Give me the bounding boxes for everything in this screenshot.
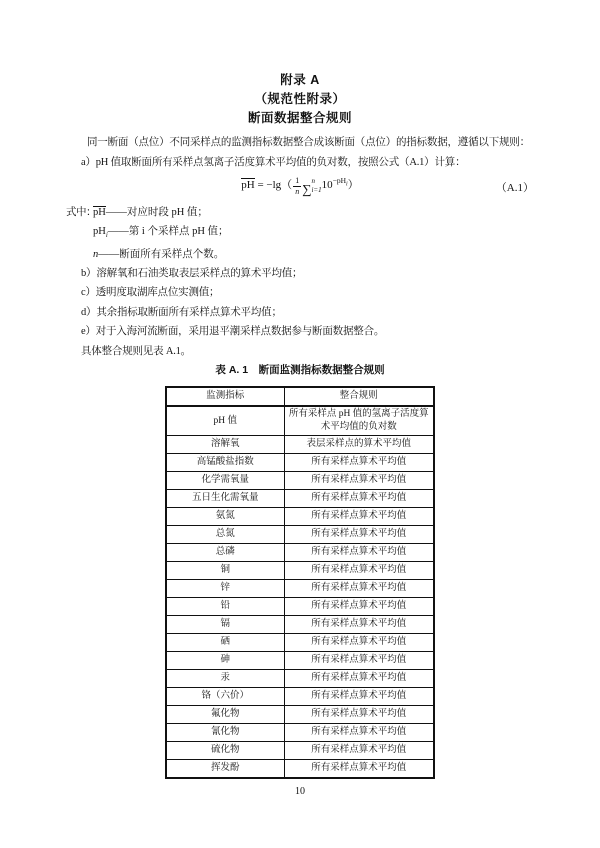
title-block [66,71,534,128]
equation-number: （A.1） [495,181,534,194]
table-row [166,472,434,490]
indicator-cell: 铅 [166,598,284,616]
indicator-cell: 氟化物 [166,706,284,724]
rule-cell: 所有采样点算术平均值 [284,454,434,472]
table-row [166,706,434,724]
table-row [166,508,434,526]
see-table-note: 具体整合规则见表 A.1。 [81,345,191,357]
table-row [166,688,434,706]
equation-a1 [66,173,534,201]
indicator-cell: 硒 [166,634,284,652]
indicator-cell: 化学需氧量 [166,472,284,490]
rule-cell: 所有采样点算术平均值 [284,742,434,760]
rule-cell: 所有采样点算术平均值 [284,508,434,526]
formula-equals: = −lg（ [254,178,293,191]
formula-exponent: −pHi [332,175,348,188]
table-row [166,616,434,634]
where-desc: ——断面所有采样点个数。 [98,248,225,260]
table-row [166,544,434,562]
table-row [166,406,434,436]
rule-cell: 所有采样点算术平均值 [284,724,434,742]
intro-paragraph: 同一断面（点位）不同采样点的监测指标数据整合成该断面（点位）的指标数据，遵循以下规则： [87,137,530,148]
table-row [166,580,434,598]
formula-body [66,176,494,198]
header-indicator: 监测指标 [166,387,284,406]
indicator-cell: pH 值 [166,406,284,436]
rule-cell: 所有采样点算术平均值 [284,490,434,508]
indicator-cell: 汞 [166,670,284,688]
table-caption: 表 A. 1 断面监测指标数据整合规则 [215,364,385,377]
indicator-cell: 高锰酸盐指数 [166,454,284,472]
indicator-cell: 镉 [166,616,284,634]
indicator-cell: 硫化物 [166,742,284,760]
summation-symbol: ∑ n i=1 [302,177,322,197]
indicator-cell: 氨氮 [166,508,284,526]
fraction-one-over-n: $\frac{1}{n}$ [295,175,300,196]
rule-cell: 所有采样点算术平均值 [284,598,434,616]
integration-table-body [166,406,434,778]
where-symbol: pH [93,225,106,237]
page-number: 10 [295,786,305,797]
where-label: 式中： [66,206,96,218]
rule-cell: 所有采样点 pH 值的氢离子活度算术平均值的负对数 [284,406,434,436]
table-row [166,526,434,544]
indicator-cell: 铜 [166,562,284,580]
indicator-cell: 挥发酚 [166,760,284,778]
indicator-cell: 铬（六价） [166,688,284,706]
appendix-title: 附录 A [280,73,320,87]
rule-cell: 所有采样点算术平均值 [284,472,434,490]
indicator-cell: 砷 [166,652,284,670]
formula-base: 10 [321,178,333,191]
list-item-a: a）pH 值取断面所有采样点氢离子活度算术平均值的负对数，按照公式（A.1）计算： [81,157,466,168]
rule-cell: 所有采样点算术平均值 [284,616,434,634]
table-row [166,634,434,652]
header-rule: 整合规则 [284,387,434,406]
list-item-d: d）其余指标取断面所有采样点算术平均值； [81,306,282,318]
where-list [66,203,534,264]
rule-cell: 所有采样点算术平均值 [284,670,434,688]
ph-overline-symbol: pH [241,178,255,191]
table-row [166,724,434,742]
indicator-cell: 总氮 [166,526,284,544]
indicator-cell: 总磷 [166,544,284,562]
where-symbol: pH [93,206,106,218]
rule-cell: 表层采样点的算术平均值 [284,436,434,454]
appendix-heading: 断面数据整合规则 [247,111,352,125]
appendix-subtitle: （规范性附录） [254,92,346,106]
where-item [66,203,534,222]
where-item [66,245,534,264]
formula-close-paren: ） [347,178,359,191]
table-row [166,598,434,616]
table-row [166,562,434,580]
list-item-c: c）透明度取湖库点位实测值； [81,287,220,299]
indicator-cell: 锌 [166,580,284,598]
list-item-e: e）对于入海河流断面，采用退平潮采样点数据参与断面数据整合。 [81,326,385,338]
indicator-cell: 氰化物 [166,724,284,742]
where-desc: ——对应时段 pH 值； [105,206,208,218]
rule-cell: 所有采样点算术平均值 [284,652,434,670]
list-item-b: b）溶解氧和石油类取表层采样点的算术平均值； [81,267,303,279]
rule-cell: 所有采样点算术平均值 [284,544,434,562]
table-row [166,454,434,472]
table-row [166,760,434,778]
where-desc: ——第 i 个采样点 pH 值； [107,225,229,237]
rule-cell: 所有采样点算术平均值 [284,634,434,652]
rule-cell: 所有采样点算术平均值 [284,760,434,778]
rule-cell: 所有采样点算术平均值 [284,688,434,706]
rule-cell: 所有采样点算术平均值 [284,580,434,598]
table-row [166,490,434,508]
rule-cell: 所有采样点算术平均值 [284,526,434,544]
table-row [166,742,434,760]
where-item: $pH_i——$第 i 个采样点 pH 值； [93,225,229,239]
table-row [166,436,434,454]
table-row [166,652,434,670]
table-row [166,670,434,688]
integration-rules-table [165,386,435,779]
table-header-row [166,387,434,406]
rule-cell: 所有采样点算术平均值 [284,562,434,580]
indicator-cell: 五日生化需氧量 [166,490,284,508]
indicator-cell: 溶解氧 [166,436,284,454]
where-symbol: n [93,248,99,260]
rule-cell: 所有采样点算术平均值 [284,706,434,724]
